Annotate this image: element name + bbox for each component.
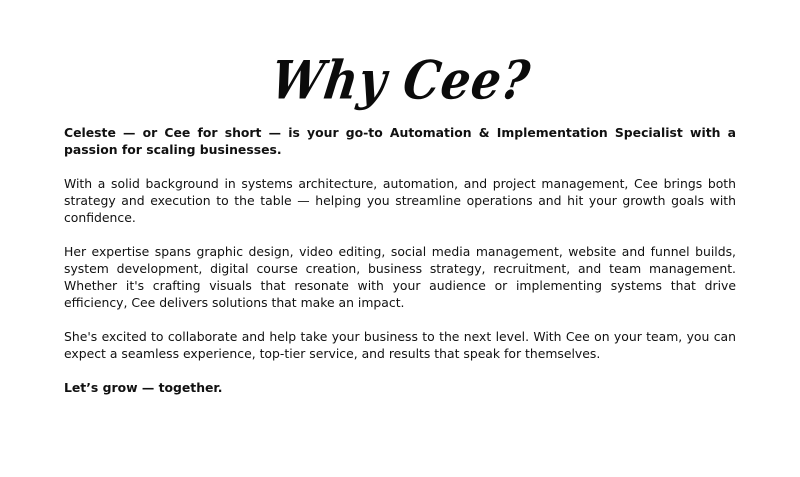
expertise-paragraph: Her expertise spans graphic design, video editing, social media management, website and funnel builds, system development, digital course creation, business strategy, recruitment, and team management. Whether it's crafting visuals that resonate with your audience or implementing systems that drive efficiency, Cee delivers solutions that make an impact.: [64, 244, 736, 310]
collaborate-paragraph: She's excited to collaborate and help take your business to the next level. With Cee on your team, you can expect a seamless experience, top-tier service, and results that speak for themselves.: [64, 329, 736, 361]
page-title: Why Cee?: [267, 49, 535, 112]
about-section: [64, 50, 736, 413]
background-paragraph: With a solid background in systems architecture, automation, and project management, Cee brings both strategy and execution to the table — helping you streamline operations and hit your growth goals with confidence.: [64, 176, 736, 225]
closing-line: Let’s grow — together.: [64, 380, 223, 395]
intro-paragraph: Celeste — or Cee for short — is your go-to Automation & Implementation Specialist with a passion for scaling businesses.: [64, 125, 736, 157]
